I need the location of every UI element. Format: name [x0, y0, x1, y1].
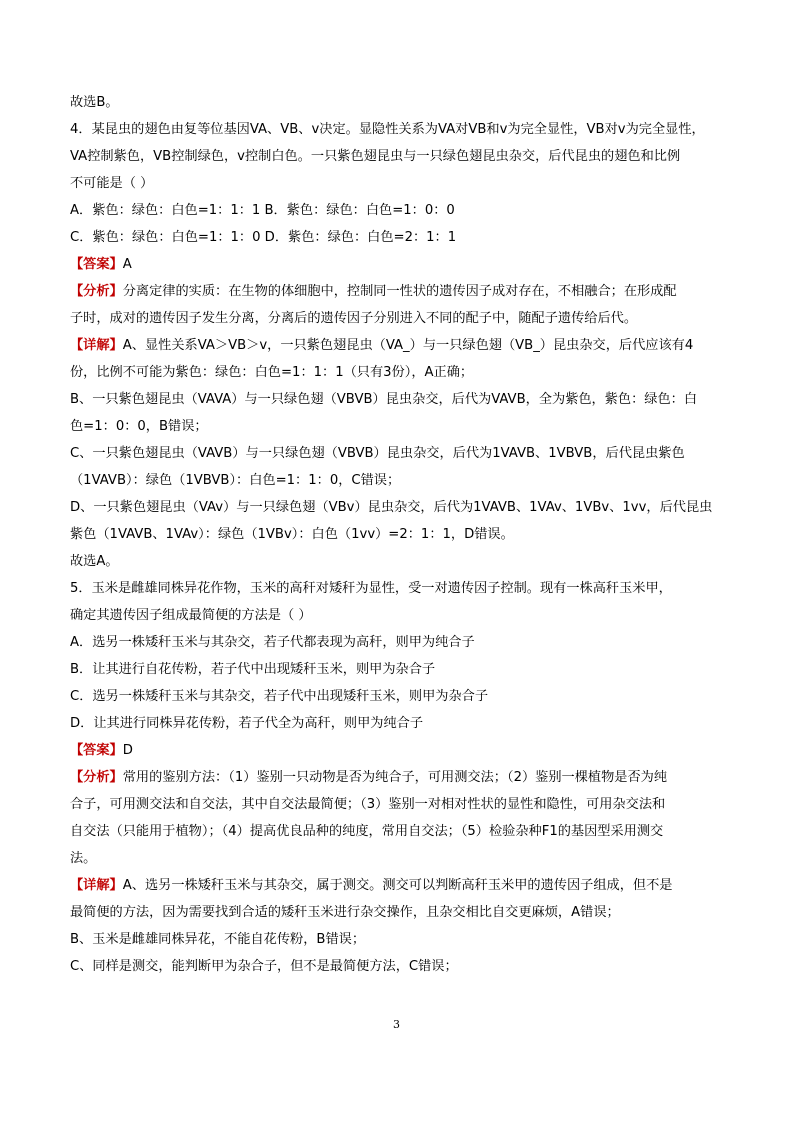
question-5-option-c: C．选另一株矮秆玉米与其杂交，若子代中出现矮秆玉米，则甲为杂合子: [70, 689, 489, 704]
text-line: 法。: [70, 851, 97, 866]
analysis-text: 分离定律的实质：在生物的体细胞中，控制同一性状的遗传因子成对存在，不相融合；在形成配: [122, 284, 677, 299]
text-line: C、一只紫色翅昆虫（VAVB）与一只绿色翅（VBVB）昆虫杂交，后代为1VAVB、1VBVB，后代昆虫紫色: [70, 446, 685, 461]
detail-text: A、选另一株矮秆玉米与其杂交，属于测交。测交可以判断高秆玉米甲的遗传因子组成，但不是: [122, 878, 673, 893]
text-line: 不可能是（ ）: [70, 176, 154, 191]
question-5-stem: 5．玉米是雌雄同株异花作物，玉米的高秆对矮秆为显性，受一对遗传因子控制。现有一株高秆玉米甲，: [70, 581, 672, 596]
answer-line: [70, 742, 133, 760]
question-4-stem: 4．某昆虫的翅色由复等位基因VA、VB、v决定。显隐性关系为VA对VB和v为完全显性，VB对v为完全显性，: [70, 122, 705, 137]
detail-tag: 【详解】: [70, 338, 123, 353]
answer-line: [70, 256, 132, 274]
text-line: B、一只紫色翅昆虫（VAVA）与一只绿色翅（VBVB）昆虫杂交，后代为VAVB，全为紫色，紫色：绿色：白: [70, 392, 698, 407]
analysis-line: [70, 283, 677, 301]
text-line: （1VAVB）：绿色（1VBVB）：白色=1：1：0，C错误；: [70, 473, 401, 488]
question-5-option-a: A．选另一株矮秆玉米与其杂交，若子代都表现为高秆，则甲为纯合子: [70, 635, 475, 650]
question-5-option-b: B．让其进行自花传粉，若子代中出现矮秆玉米，则甲为杂合子: [70, 662, 436, 677]
answer-tag: 【答案】: [70, 257, 123, 272]
text-line: 最简便的方法，因为需要找到合适的矮秆玉米进行杂交操作，且杂交相比自交更麻烦，A错误；: [70, 905, 620, 920]
page-number: 3: [393, 1018, 400, 1031]
detail-text: A、显性关系VA＞VB＞v，一只紫色翅昆虫（VA_）与一只绿色翅（VB_）昆虫杂交，后代应该有4: [122, 338, 694, 353]
analysis-text: 常用的鉴别方法：（1）鉴别一只动物是否为纯合子，可用测交法；（2）鉴别一棵植物是否为纯: [122, 770, 668, 785]
analysis-line: [70, 769, 667, 787]
text-line: 确定其遗传因子组成最简便的方法是（ ）: [70, 608, 312, 623]
answer-value: A: [122, 257, 132, 272]
answer-tag: 【答案】: [70, 743, 123, 758]
text-line: 自交法（只能用于植物）；（4）提高优良品种的纯度，常用自交法；（5）检验杂种F1的基因型采用测交: [70, 824, 664, 839]
text-line: D、一只紫色翅昆虫（VAv）与一只绿色翅（VBv）昆虫杂交，后代为1VAVB、1VAv、1VBv、1vv，后代昆虫: [70, 500, 713, 515]
text-line: 份，比例不可能为紫色：绿色：白色=1：1：1（只有3份），A正确；: [70, 365, 474, 380]
detail-line: [70, 337, 693, 355]
text-line: C、同样是测交，能判断甲为杂合子，但不是最简便方法，C错误；: [70, 959, 458, 974]
detail-line: [70, 877, 672, 895]
detail-tag: 【详解】: [70, 878, 123, 893]
analysis-tag: 【分析】: [70, 284, 123, 299]
text-line: 子时，成对的遗传因子发生分离，分离后的遗传因子分别进入不同的配子中，随配子遗传给后代。: [70, 311, 638, 326]
text-line: VA控制紫色，VB控制绿色，v控制白色。一只紫色翅昆虫与一只绿色翅昆虫杂交，后代昆虫的翅色和比例: [70, 149, 681, 164]
answer-value: D: [122, 743, 133, 758]
text-line: 故选B。: [70, 95, 119, 110]
text-line: 合子，可用测交法和自交法，其中自交法最简便；（3）鉴别一对相对性状的显性和隐性，可用杂交法和: [70, 797, 666, 812]
text-line: 故选A。: [70, 554, 119, 569]
analysis-tag: 【分析】: [70, 770, 123, 785]
question-5-option-d: D．让其进行同株异花传粉，若子代全为高秆，则甲为纯合子: [70, 716, 424, 731]
text-line: 紫色（1VAVB、1VAv）：绿色（1VBv）：白色（1vv）=2：1：1，D错误。: [70, 527, 514, 542]
text-line: B、玉米是雌雄同株异花，不能自花传粉，B错误；: [70, 932, 366, 947]
question-4-options-cd: C．紫色：绿色：白色=1：1：0 D．紫色：绿色：白色=2：1：1: [70, 230, 457, 245]
text-line: 色=1：0：0，B错误；: [70, 419, 208, 434]
question-4-options-ab: A．紫色：绿色：白色=1：1：1 B．紫色：绿色：白色=1：0：0: [70, 203, 455, 218]
